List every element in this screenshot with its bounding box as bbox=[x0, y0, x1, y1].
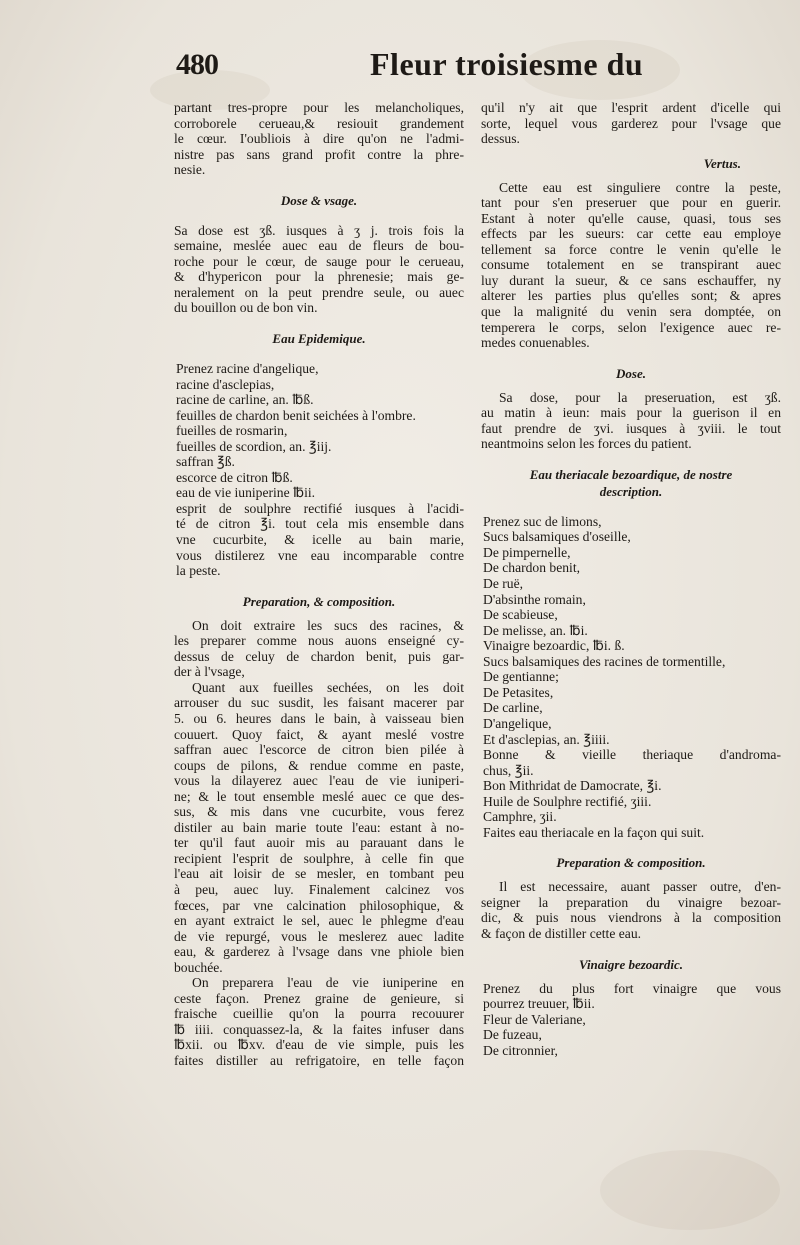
list-item: vne cucurbite, & icelle au bain marie, bbox=[176, 532, 464, 548]
text-line: à peu, auec luy. Finalement calcinez vos bbox=[174, 881, 464, 897]
text-line: & d'hypericon pour la phrenesie; mais ge- bbox=[174, 269, 464, 285]
text-line: du bouillon ou de bon vin. bbox=[174, 300, 318, 316]
section-heading: Vertus. bbox=[703, 155, 741, 171]
list-item: Bonne & vieille theriaque d'androma- bbox=[483, 747, 781, 763]
text-line: & façon de distiller cette eau. bbox=[481, 925, 642, 941]
text-line: eau, & garderez à l'vsage dans vne phiole bien bbox=[174, 944, 464, 960]
list-item: saffran ℥ß. bbox=[176, 454, 235, 470]
list-item: De carline, bbox=[483, 700, 543, 716]
paragraph bbox=[174, 975, 464, 1068]
paragraph bbox=[174, 100, 464, 178]
list-item: racine de carline, an. ℔ß. bbox=[176, 392, 314, 408]
text-line: ne; & le tout ensemble meslé auec ce que des- bbox=[174, 788, 464, 804]
text-line: consume totalement en se transpirant auec bbox=[481, 257, 781, 273]
section-heading: Eau Epidemique. bbox=[272, 331, 366, 347]
right-column bbox=[481, 100, 781, 1058]
list-item: De melisse, an. ℔i. bbox=[483, 622, 588, 638]
list-item: la peste. bbox=[176, 563, 221, 579]
text-line: partant tres-propre pour les melancholiques, bbox=[174, 100, 464, 115]
text-line: faut prendre de ʒvi. iusques à ʒviii. le tout bbox=[481, 420, 781, 436]
list-item: Camphre, ʒii. bbox=[483, 809, 557, 825]
text-line: tellement sa force contre le venin qu'elle le bbox=[481, 241, 781, 257]
text-line: On doit extraire les sucs des racines, & bbox=[192, 617, 464, 633]
text-line: sus, & mis dans vne cucurbite, vous ferez bbox=[174, 804, 464, 820]
text-line: neralement on la peut prendre seule, ou auec bbox=[174, 284, 464, 300]
text-line: tant pour s'en preseruer que pour en guerir. bbox=[481, 195, 781, 211]
text-line: ℔xii. ou ℔xv. d'eau de vie simple, puis les bbox=[174, 1037, 464, 1053]
text-line: On preparera l'eau de vie iuniperine en bbox=[192, 975, 464, 991]
text-line: au matin à ieun: mais pour la guerison il en bbox=[481, 405, 781, 421]
text-line: roche pour le cœur, de sauge pour le cerueau, bbox=[174, 253, 464, 269]
section-heading: Vinaigre bezoardic. bbox=[578, 956, 683, 972]
list-item: Et d'asclepias, an. ℥iiii. bbox=[483, 731, 610, 747]
list-item: té de citron ℥i. tout cela mis ensemble dans bbox=[176, 516, 464, 532]
list-item: De Petasites, bbox=[483, 684, 554, 700]
list-item: eau de vie iuniperine ℔ii. bbox=[176, 485, 316, 501]
text-line: recipient l'esprit de soulphre, à celle fin que bbox=[174, 850, 464, 866]
text-line: Il est necessaire, auant passer outre, d'en- bbox=[499, 879, 781, 895]
list-item: Prenez suc de limons, bbox=[483, 513, 602, 529]
list-item: De fuzeau, bbox=[483, 1027, 542, 1043]
text-line: le cœur. I'oubliois à dire qu'on ne l'admi- bbox=[174, 131, 464, 147]
text-line: der à l'vsage, bbox=[174, 664, 245, 680]
text-line: corroborele cerueau,& resiouit grandement bbox=[174, 115, 464, 131]
text-line: ℔ iiii. conquassez-la, & la faites infuser dans bbox=[174, 1021, 464, 1037]
text-line: coups de pilons, & rendue comme en paste, bbox=[174, 757, 464, 773]
text-line: medes conuenables. bbox=[481, 335, 590, 351]
list-item: chus, ℥ii. bbox=[483, 762, 534, 778]
list-item: De citronnier, bbox=[483, 1042, 558, 1058]
text-line: temperera le corps, selon l'exigence auec re- bbox=[481, 319, 781, 335]
text-line: Quant aux fueilles sechées, on les doit bbox=[192, 679, 464, 695]
section-heading: description. bbox=[599, 483, 663, 499]
paragraph bbox=[174, 680, 464, 975]
page-number: 480 bbox=[176, 48, 218, 81]
list-item: De chardon benit, bbox=[483, 560, 581, 576]
text-line: alterer les parties plus qu'elles sont; & apres bbox=[481, 288, 781, 304]
text-line: Cette eau est singuliere contre la peste, bbox=[499, 179, 781, 195]
list-item: De pimpernelle, bbox=[483, 544, 571, 560]
text-line: de vie repurgé, vous le meslerez auec ladite bbox=[174, 928, 464, 944]
text-line: Sa dose est ʒß. iusques à ʒ j. trois fois la bbox=[174, 222, 464, 238]
section-heading: Preparation & composition. bbox=[556, 855, 706, 871]
text-line: seigner la preparation du vinaigre bezoar- bbox=[481, 894, 781, 910]
text-line: dessus. bbox=[481, 131, 520, 147]
section-heading: Dose. bbox=[616, 365, 646, 381]
text-line: ter qu'il faut auoir mis au parauant dans le bbox=[174, 835, 464, 851]
paragraph bbox=[174, 223, 464, 316]
section-heading: Preparation, & composition. bbox=[242, 593, 396, 609]
text-line: effects par les sueurs: car cette eau employe bbox=[481, 226, 781, 242]
list-item: Sucs balsamiques des racines de tormentille, bbox=[483, 653, 726, 669]
list-item: Vinaigre bezoardic, ℔i. ß. bbox=[483, 638, 625, 654]
text-line: nesie. bbox=[174, 162, 206, 178]
list-item: esprit de soulphre rectifié iusques à l'acidi- bbox=[176, 500, 464, 516]
list-item: racine d'asclepias, bbox=[176, 376, 275, 392]
text-line: bouchée. bbox=[174, 959, 223, 975]
paragraph bbox=[481, 100, 781, 147]
section-heading: Dose & vsage. bbox=[280, 192, 358, 208]
text-line: en ayant extraict le sel, auec le phlegme d'eau bbox=[174, 913, 464, 929]
text-line: vous la dilayerez auec l'eau de vie iuniperi- bbox=[174, 773, 464, 789]
running-head: Fleur troisiesme du bbox=[370, 46, 644, 82]
list-item: Faites eau theriacale en la façon qui suit. bbox=[483, 824, 705, 840]
text-line: que la malignité du venin sera domptée, on bbox=[481, 304, 781, 320]
left-column bbox=[174, 100, 464, 1069]
list-item: Prenez racine d'angelique, bbox=[176, 361, 319, 377]
text-line: l'eau ait loisir de se mesler, en tombant peu bbox=[174, 866, 464, 882]
list-item: De ruë, bbox=[483, 576, 524, 592]
ingredient-list bbox=[174, 361, 464, 579]
text-line: les preparer comme nous auons enseigné cy- bbox=[174, 633, 464, 649]
list-item: Fleur de Valeriane, bbox=[483, 1011, 586, 1027]
text-line: semaine, meslée auec eau de fleurs de bou- bbox=[174, 238, 464, 254]
text-line: fœces, par vne calcination philosophique, & bbox=[174, 897, 464, 913]
paragraph bbox=[481, 879, 781, 941]
text-line: ceste façon. Prenez graine de genieure, si bbox=[174, 990, 464, 1006]
text-line: Sa dose, pour la preseruation, est ʒß. bbox=[499, 389, 781, 405]
text-line: distiler au bain marie toute l'eau: estant à no- bbox=[174, 819, 464, 835]
list-item: fueilles de rosmarin, bbox=[176, 423, 288, 439]
text-line: nistre pas sans grand profit contre la phre- bbox=[174, 146, 464, 162]
text-line: luy durant la sueur, & ce sans eschauffer, ny bbox=[481, 272, 781, 288]
text-line: faites distiller au refrigatoire, en telle façon bbox=[174, 1052, 464, 1068]
paragraph bbox=[481, 180, 781, 351]
list-item: D'angelique, bbox=[483, 715, 552, 731]
text-line: saffran auec l'escorce de citron bien pilée à bbox=[174, 742, 464, 758]
list-item: De gentianne; bbox=[483, 669, 559, 685]
list-item: pourrez treuuer, ℔ii. bbox=[483, 996, 595, 1012]
text-line: sorte, lequel vous garderez pour l'vsage que bbox=[481, 115, 781, 131]
list-item: feuilles de chardon benit seichées à l'ombre. bbox=[176, 407, 416, 423]
list-item: vous distilerez vne eau incomparable contre bbox=[176, 547, 464, 563]
text-line: neantmoins selon les forces du patient. bbox=[481, 436, 692, 452]
text-line: arrouser du suc susdit, les faisant macerer par bbox=[174, 695, 464, 711]
text-line: Estant à noter qu'elle cause, quasi, tous ses bbox=[481, 210, 781, 226]
text-line: dessus de celuy de chardon benit, puis gar- bbox=[174, 648, 464, 664]
text-line: fraische cueillie qu'on la pourra recouurer bbox=[174, 1006, 464, 1022]
list-item: escorce de citron ℔ß. bbox=[176, 469, 293, 485]
list-item: D'absinthe romain, bbox=[483, 591, 586, 607]
text-line: dic, & puis nous viendrons à la composition bbox=[481, 910, 781, 926]
page-header bbox=[0, 44, 800, 94]
list-item: Huile de Soulphre rectifié, ʒiii. bbox=[483, 793, 652, 809]
section-heading: Eau theriacale bezoardique, de nostre bbox=[529, 466, 733, 482]
text-line: qu'il n'y ait que l'esprit ardent d'icelle qui bbox=[481, 100, 781, 115]
paragraph bbox=[481, 390, 781, 452]
text-line: couuert. Quoy faict, & ayant meslé vostre bbox=[174, 726, 464, 742]
list-item: De scabieuse, bbox=[483, 607, 558, 623]
paragraph bbox=[174, 618, 464, 680]
list-item: Prenez du plus fort vinaigre que vous bbox=[483, 980, 781, 996]
ingredient-list bbox=[481, 981, 781, 1059]
paper-stain bbox=[600, 1150, 780, 1230]
ingredient-list bbox=[481, 514, 781, 840]
text-line: 5. ou 6. heures dans le bain, à vaisseau bien bbox=[174, 710, 464, 726]
list-item: Sucs balsamiques d'oseille, bbox=[483, 529, 631, 545]
list-item: fueilles de scordion, an. ℥iij. bbox=[176, 438, 332, 454]
list-item: Bon Mithridat de Damocrate, ℥i. bbox=[483, 778, 662, 794]
